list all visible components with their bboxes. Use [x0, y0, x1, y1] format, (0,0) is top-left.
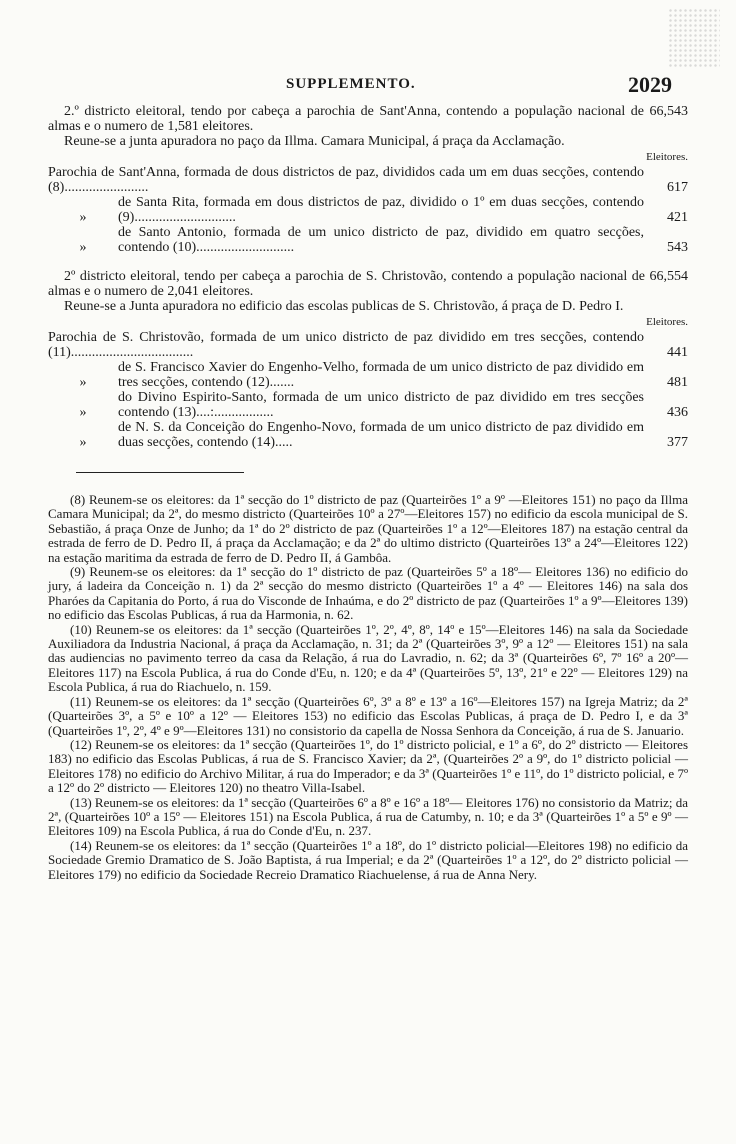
parish-entry — [48, 195, 688, 225]
parish-count: 436 — [667, 405, 688, 420]
district-junta: Reune-se a junta apuradora no paço da Illma. Camara Municipal, á praça da Acclamação. — [64, 134, 565, 149]
parish-entry — [48, 225, 688, 255]
parish-text: de Santa Rita, formada em dous districtos de paz, dividido o 1º em duas secções, contendo (9)............................. — [118, 195, 644, 225]
district-intro: 2º districto eleitoral, tendo per cabeça a parochia de S. Christovão, contendo a população nacional de 66,554 almas e o numero de 2,041 eleitores. — [48, 269, 688, 299]
parish-text: Parochia de Sant'Anna, formada de dous districtos de paz, divididos cada um em duas secções, contendo (8)........................ — [48, 165, 644, 195]
ditto-mark: » — [79, 405, 87, 420]
footnote: (11) Reunem-se os eleitores: da 1ª secção (Quarteirões 6º, 3º a 8º e 13º a 16º—Eleitores 157) na Igreja Matriz; da 2ª (Quarteirões 3º, a 5º e 10º a 12º — Eleitores 153) no edificio das Escolas Publicas, á praça de D. Pedro I, e da 3ª (Quarteirões 1º, 2º, 4º e 9º—Eleitores 131) no consistorio da capella de Nossa Senhora da Conceição, á rua de S. Januario. — [48, 693, 688, 738]
footnotes — [48, 493, 688, 882]
running-title: SUPPLEMENTO. — [286, 76, 416, 92]
parish-count: 377 — [667, 435, 688, 450]
eleitores-label: Eleitores. — [646, 151, 688, 163]
page-number: 2029 — [628, 72, 672, 97]
parish-count: 617 — [667, 180, 688, 195]
footnote-rule — [76, 472, 244, 473]
parish-text: de S. Francisco Xavier do Engenho-Velho, formada de um unico districto de paz dividido em tres secções, contendo (12)....... — [118, 360, 644, 390]
parish-count: 543 — [667, 240, 688, 255]
ditto-mark: » — [79, 435, 87, 450]
parish-entry — [48, 330, 688, 360]
parish-entry — [48, 360, 688, 390]
parish-entry — [48, 390, 688, 420]
parish-count: 441 — [667, 345, 688, 360]
ditto-mark: » — [79, 240, 87, 255]
parish-text: Parochia de S. Christovão, formada de um unico districto de paz dividido em tres secções, contendo (11)................................... — [48, 330, 644, 360]
ditto-mark: » — [79, 375, 87, 390]
footnote: (9) Reunem-se os eleitores: da 1ª secção do 1º districto de paz (Quarteirões 5º a 18º— Eleitores 136) no edificio do jury, á ladeira da Conceição n. 1) da 2ª secção do mesmo districto (Quarteirões 1º a 4º — Eleitores 146) na sala dos Pharóes da Capitania do Porto, á rua do Visconde de Inhaúma, e do 2º districto de paz (Quarteirões 1º a 9º—Eleitores 139) no edificio das Escolas Publicas, á rua da Harmonia, n. 62. — [48, 564, 688, 623]
district-junta: Reune-se a Junta apuradora no edificio das escolas publicas de S. Christovão, á praça de D. Pedro I. — [64, 299, 624, 314]
ink-smudge — [668, 8, 720, 68]
parish-text: de Santo Antonio, formada de um unico districto de paz, dividido em quatro secções, contendo (10)............................ — [118, 225, 644, 255]
parish-entry — [48, 420, 688, 450]
eleitores-label: Eleitores. — [646, 316, 688, 328]
footnote: (10) Reunem-se os eleitores: da 1ª secção (Quarteirões 1º, 2º, 4º, 8º, 14º e 15º—Eleitores 146) na sala da Sociedade Auxiliadora da Industria Nacional, á praça da Acclamação, n. 31; da 2ª (Quarteirões 3º, 9º a 12º — Eleitores 151) na sala das audiencias no pavimento terreo da casa da Relação, á rua do Lavradio, n. 62; da 3ª (Quarteirões 6º, 7º 16º a 20º—Eleitores 117) na Escola Publica, á rua do Conde d'Eu, n. 120; e da 4ª (Quarteirões 5º, 13º, 21º e 22º — Eleitores 129) na Escola Publica, á rua do Riachuelo, n. 159. — [48, 621, 688, 695]
footnote: (13) Reunem-se os eleitores: da 1ª secção (Quarteirões 6º a 8º e 16º a 18º— Eleitores 176) no consistorio da Matriz; da 2ª, (Quarteirões 10º a 15º — Eleitores 151) na Escola Publica, á rua de Catumby, n. 10; e da 3ª (Quarteirões 1º a 5º e 9º —Eleitores 109) na Escola Publica, á rua do Conde d'Eu, n. 237. — [48, 794, 688, 839]
footnote: (12) Reunem-se os eleitores: da 1ª secção (Quarteirões 1º, do 1º districto policial, e 1º a 6º, do 2º districto — Eleitores 183) no edificio das Escolas Publicas, á rua de S. Francisco Xavier; da 2ª, (Quarteirões 2º a 9º, do 1º districto policial — Eleitores 178) no edificio do Archivo Militar, á rua do Imperador; e da 3ª (Quarteirões 1º e 11º, do 1º districto policial, e 7º a 12º do 2º districto — Eleitores 120) no theatro Villa-Isabel. — [48, 736, 688, 796]
parish-text: do Divino Espirito-Santo, formada de um unico districto de paz dividido em tres secções contendo (13)....:................. — [118, 390, 644, 420]
footnote: (8) Reunem-se os eleitores: da 1ª secção do 1º districto de paz (Quarteirões 1º a 9º —Eleitores 151) no paço da Illma Camara Municipal; da 2ª, do mesmo districto (Quarteirões 10º a 27º—Eleitores 157) no edificio da escola municipal de S. Sebastião, á praça Onze de Junho; da 1ª do 2º districto de paz (Quarteirões 1º a 12º—Eleitores 187) na estação central da estrada de ferro de D. Pedro II, á praça da Acclamação; e da 2ª do ultimo districto (Quarteirões 13º a 24º—Eleitores 122) na estação maritima da estrada de ferro de D. Pedro II, á Gambôa. — [48, 492, 688, 565]
page-header — [0, 72, 736, 100]
ditto-mark: » — [79, 210, 87, 225]
parish-entry — [48, 165, 688, 195]
district-intro: 2.º districto eleitoral, tendo por cabeça a parochia de Sant'Anna, contendo a população nacional de 66,543 almas e o numero de 1,581 eleitores. — [48, 104, 688, 134]
parish-count: 421 — [667, 210, 688, 225]
parish-text: de N. S. da Conceição do Engenho-Novo, formada de um unico districto de paz dividido em duas secções, contendo (14)..... — [118, 420, 644, 450]
parish-count: 481 — [667, 375, 688, 390]
footnote: (14) Reunem-se os eleitores: da 1ª secção (Quarteirões 1º a 18º, do 1º districto policial—Eleitores 198) no edificio da Sociedade Gremio Dramatico de S. João Baptista, á rua Imperial; e da 2ª (Quarteirões 1º a 12º, do 2º districto policial — Eleitores 179) no edificio da Sociedade Recreio Dramatico Riachuelense, á rua de Anna Nery. — [48, 837, 688, 882]
main-text — [48, 104, 688, 882]
